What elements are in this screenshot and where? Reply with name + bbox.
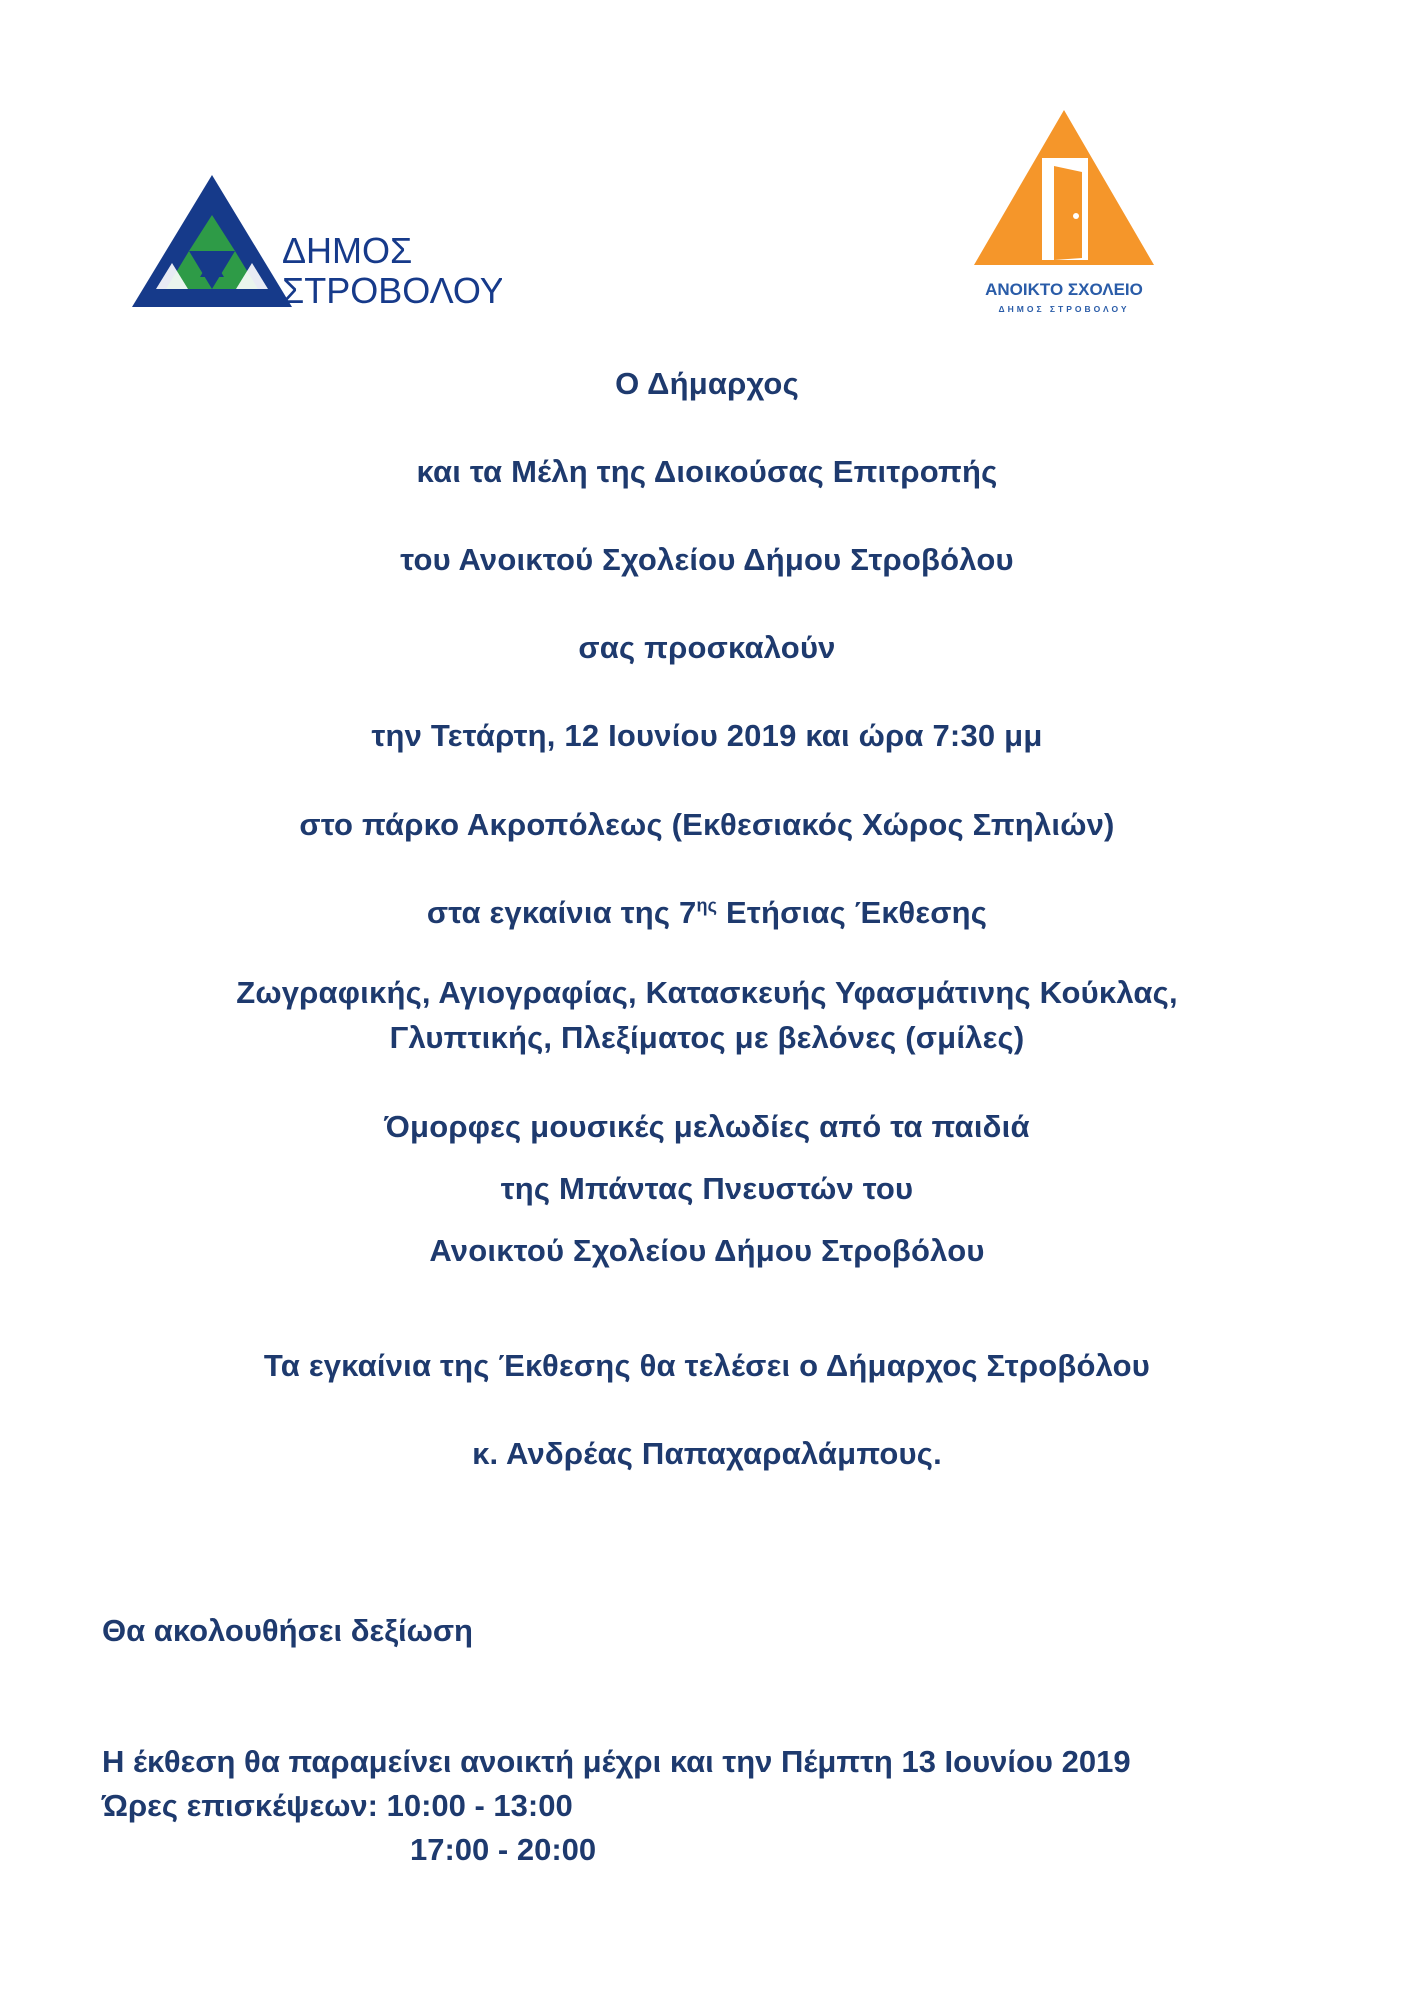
invite-line: σας προσκαλούν bbox=[578, 630, 836, 665]
committee-line: και τα Μέλη της Διοικούσας Επιτροπής bbox=[416, 454, 998, 489]
music-line-3: Ανοικτού Σχολείου Δήμου Στροβόλου bbox=[429, 1233, 985, 1268]
dimos-logo-line1: ΔΗΜΟΣ bbox=[282, 230, 413, 271]
visiting-hours bbox=[102, 1788, 573, 1824]
school-line: του Ανοικτού Σχολείου Δήμου Στροβόλου bbox=[400, 542, 1014, 577]
mayor-name-line: κ. Ανδρέας Παπαχαραλάμπους. bbox=[472, 1436, 942, 1471]
opening-line-pre: στα εγκαίνια της 7 bbox=[426, 895, 697, 930]
anoikto-scholeio-emblem-icon bbox=[968, 110, 1160, 325]
ceremony-line: Τα εγκαίνια της Έκθεσης θα τελέσει ο Δήμαρχος Στροβόλου bbox=[263, 1348, 1151, 1383]
opening-line bbox=[0, 895, 1414, 931]
anoikto-scholeio-logo bbox=[968, 110, 1160, 325]
scholeio-logo-line1: ΑΝΟΙΚΤΟ ΣΧΟΛΕΙΟ bbox=[985, 280, 1143, 299]
mayor-line: Ο Δήμαρχος bbox=[615, 366, 799, 401]
dimos-strovolou-logo bbox=[132, 175, 502, 315]
date-time-line: την Τετάρτη, 12 Ιουνίου 2019 και ώρα 7:30 μμ bbox=[371, 718, 1043, 753]
dimos-strovolou-emblem-icon bbox=[132, 175, 502, 315]
visiting-hours-label: Ώρες επισκέψεων: bbox=[102, 1788, 378, 1823]
opening-line-sup: ης bbox=[696, 895, 718, 916]
music-line-1: Όμορφες μουσικές μελωδίες από τα παιδιά bbox=[384, 1109, 1030, 1144]
arts-line-1: Ζωγραφικής, Αγιογραφίας, Κατασκευής Υφασμάτινης Κούκλας, bbox=[236, 975, 1178, 1010]
reception-note: Θα ακολουθήσει δεξίωση bbox=[102, 1613, 473, 1648]
visiting-hours-1: 10:00 - 13:00 bbox=[386, 1788, 573, 1823]
music-line-2: της Μπάντας Πνευστών του bbox=[500, 1171, 914, 1206]
opening-line-post: Ετήσιας Έκθεσης bbox=[717, 895, 988, 930]
arts-line-2: Γλυπτικής, Πλεξίματος με βελόνες (σμίλες) bbox=[389, 1020, 1025, 1055]
visiting-hours-2: 17:00 - 20:00 bbox=[410, 1832, 597, 1867]
venue-line: στο πάρκο Ακροπόλεως (Εκθεσιακός Χώρος Σπηλιών) bbox=[299, 807, 1115, 842]
dimos-logo-line2: ΣΤΡΟΒΟΛΟΥ bbox=[282, 270, 502, 311]
exhibition-open-until: Η έκθεση θα παραμείνει ανοικτή μέχρι και την Πέμπτη 13 Ιουνίου 2019 bbox=[102, 1744, 1131, 1779]
scholeio-logo-line2: ΔΗΜΟΣ ΣΤΡΟΒΟΛΟΥ bbox=[998, 304, 1130, 314]
